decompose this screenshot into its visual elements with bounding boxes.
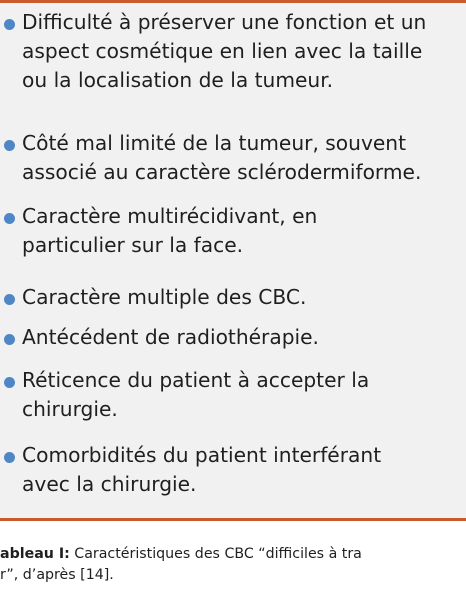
list-item-line: Côté mal limité de la tumeur, souvent xyxy=(22,131,407,155)
list-item-line: chirurgie. xyxy=(22,397,118,421)
list-item xyxy=(0,202,466,260)
list-item xyxy=(0,283,466,312)
bullet-icon xyxy=(4,19,15,30)
bullet-icon xyxy=(4,334,15,345)
list-item-line: Antécédent de radiothérapie. xyxy=(22,325,319,349)
list-item-line: associé au caractère sclérodermiforme. xyxy=(22,160,422,184)
caption-line: r”, d’après [14]. xyxy=(0,567,114,583)
list-item-line: particulier sur la face. xyxy=(22,233,244,257)
caption-text: Caractéristiques des CBC “difficiles à tra xyxy=(69,546,362,562)
list-item-line: Comorbidités du patient interférant xyxy=(22,443,382,467)
caption-line xyxy=(0,544,466,565)
bullet-icon xyxy=(4,294,15,305)
list-item-line: Caractère multiple des CBC. xyxy=(22,285,307,309)
bullet-icon xyxy=(4,213,15,224)
list-item-line: Réticence du patient à accepter la xyxy=(22,368,370,392)
caption-label: ableau I: xyxy=(0,546,70,562)
list-item-line: aspect cosmétique en lien avec la taille xyxy=(22,39,423,63)
list-item xyxy=(0,323,466,352)
bullet-icon xyxy=(4,140,15,151)
list-item xyxy=(0,129,466,187)
list-item xyxy=(0,366,466,424)
list-item-line: Difficulté à préserver une fonction et un xyxy=(22,10,427,34)
bullet-icon xyxy=(4,452,15,463)
table-caption xyxy=(0,544,466,586)
list-item xyxy=(0,441,466,499)
list-item-line: Caractère multirécidivant, en xyxy=(22,204,318,228)
list-item-line: avec la chirurgie. xyxy=(22,472,197,496)
bullet-icon xyxy=(4,377,15,388)
list-item xyxy=(0,8,466,95)
list-item-line: ou la localisation de la tumeur. xyxy=(22,68,334,92)
